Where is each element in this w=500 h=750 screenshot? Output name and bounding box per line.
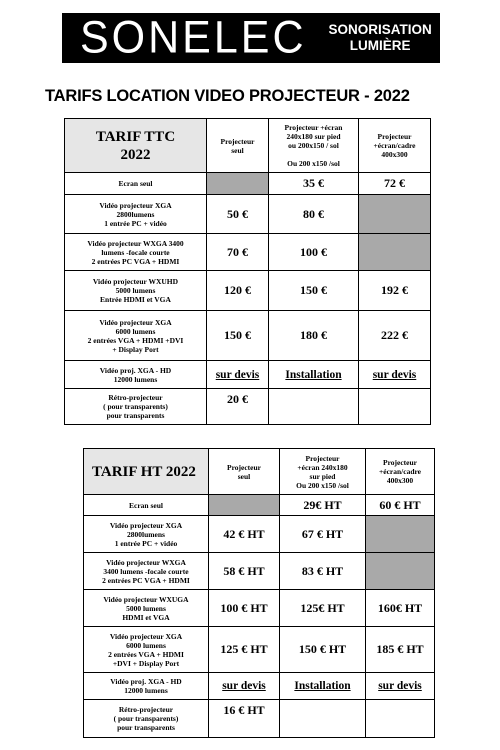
price-cell: 100 € HT xyxy=(209,590,280,627)
table-row xyxy=(65,311,431,361)
table-row xyxy=(65,234,431,271)
price-cell: 150 € xyxy=(269,271,359,311)
price-cell: 180 € xyxy=(269,311,359,361)
price-cell: sur devis xyxy=(359,361,431,389)
table-title-line2: 2022 xyxy=(120,146,151,163)
table-header-row xyxy=(84,449,435,495)
table-row xyxy=(84,516,435,553)
table-row xyxy=(65,173,431,195)
price-cell xyxy=(209,495,280,516)
price-cell: sur devis xyxy=(207,361,269,389)
column-header: Projecteur seul xyxy=(207,119,269,173)
price-cell: 150 € HT xyxy=(280,627,366,673)
price-cell: 58 € HT xyxy=(209,553,280,590)
column-header: Projecteur +écran/cadre 400x300 xyxy=(359,119,431,173)
table-row xyxy=(65,271,431,311)
price-cell: 222 € xyxy=(359,311,431,361)
price-cell: Installation xyxy=(280,673,366,700)
table-row xyxy=(84,590,435,627)
company-logo xyxy=(62,13,440,63)
column-header: Projecteur seul xyxy=(209,449,280,495)
table-corner-title: TARIF HT 2022 xyxy=(84,449,209,495)
table-row xyxy=(84,627,435,673)
logo-wordmark: SONELEC xyxy=(80,12,307,63)
row-label: Vidéo projecteur XGA 6000 lumens 2 entrées VGA + HDMI +DVI + Display Port xyxy=(84,627,209,673)
price-cell xyxy=(359,195,431,234)
logo-tagline xyxy=(329,22,432,54)
row-label: Vidéo projecteur WXUGA 5000 lumens HDMI et VGA xyxy=(84,590,209,627)
price-cell xyxy=(280,700,366,738)
price-cell: 150 € xyxy=(207,311,269,361)
price-cell: 125 € HT xyxy=(209,627,280,673)
price-cell: 29€ HT xyxy=(280,495,366,516)
price-cell xyxy=(359,389,431,425)
row-label: Ecran seul xyxy=(65,173,207,195)
price-table-ttc xyxy=(64,118,431,425)
row-label: Vidéo proj. XGA - HD 12000 lumens xyxy=(65,361,207,389)
logo-tagline-line2: LUMIÈRE xyxy=(349,38,411,53)
column-header: Projecteur +écran 240x180 sur pied Ou 200 x150 /sol xyxy=(280,449,366,495)
row-label: Vidéo projecteur WXGA 3400 lumens -focale courte 2 entrées PC VGA + HDMI xyxy=(84,553,209,590)
row-label: Vidéo projecteur XGA 2800lumens 1 entrée PC + vidéo xyxy=(65,195,207,234)
table-row xyxy=(65,361,431,389)
table-corner-title xyxy=(65,119,207,173)
price-cell: 42 € HT xyxy=(209,516,280,553)
price-cell: 35 € xyxy=(269,173,359,195)
price-cell: 16 € HT xyxy=(209,700,280,738)
row-label: Vidéo projecteur WXUHD 5000 lumens Entrée HDMI et VGA xyxy=(65,271,207,311)
price-cell: 83 € HT xyxy=(280,553,366,590)
column-header: Projecteur +écran/cadre 400x300 xyxy=(366,449,435,495)
price-cell: 100 € xyxy=(269,234,359,271)
price-cell: 60 € HT xyxy=(366,495,435,516)
row-label: Vidéo projecteur WXGA 3400 lumens -focale courte 2 entrées PC VGA + HDMI xyxy=(65,234,207,271)
table-row xyxy=(65,195,431,234)
price-cell: 72 € xyxy=(359,173,431,195)
price-cell: 125€ HT xyxy=(280,590,366,627)
column-header: Projecteur +écran 240x180 sur pied ou 200x150 / sol Ou 200 x150 /sol xyxy=(269,119,359,173)
table-header-row xyxy=(65,119,431,173)
price-cell: 20 € xyxy=(207,389,269,425)
table-title-line1: TARIF TTC xyxy=(95,128,176,145)
table-row xyxy=(84,673,435,700)
price-cell: 67 € HT xyxy=(280,516,366,553)
price-cell: sur devis xyxy=(209,673,280,700)
table-row xyxy=(84,553,435,590)
logo-tagline-line1: SONORISATION xyxy=(328,22,432,37)
price-cell: 50 € xyxy=(207,195,269,234)
price-cell: 185 € HT xyxy=(366,627,435,673)
price-cell: 160€ HT xyxy=(366,590,435,627)
table-row xyxy=(84,700,435,738)
price-cell xyxy=(269,389,359,425)
table-row xyxy=(84,495,435,516)
price-cell: 120 € xyxy=(207,271,269,311)
price-cell xyxy=(207,173,269,195)
row-label: Rétro-projecteur ( pour transparents) pour transparents xyxy=(65,389,207,425)
price-cell xyxy=(366,700,435,738)
document-title: TARIFS LOCATION VIDEO PROJECTEUR - 2022 xyxy=(45,87,410,105)
price-cell: 80 € xyxy=(269,195,359,234)
row-label: Vidéo proj. XGA - HD 12000 lumens xyxy=(84,673,209,700)
price-cell: 192 € xyxy=(359,271,431,311)
price-cell: 70 € xyxy=(207,234,269,271)
price-cell: Installation xyxy=(269,361,359,389)
price-table-ht xyxy=(83,448,435,738)
price-cell xyxy=(359,234,431,271)
table-row xyxy=(65,389,431,425)
price-cell xyxy=(366,553,435,590)
row-label: Ecran seul xyxy=(84,495,209,516)
price-cell xyxy=(366,516,435,553)
row-label: Vidéo projecteur XGA 2800lumens 1 entrée PC + vidéo xyxy=(84,516,209,553)
row-label: Rétro-projecteur ( pour transparents) pour transparents xyxy=(84,700,209,738)
price-cell: sur devis xyxy=(366,673,435,700)
row-label: Vidéo projecteur XGA 6000 lumens 2 entrées VGA + HDMI +DVI + Display Port xyxy=(65,311,207,361)
